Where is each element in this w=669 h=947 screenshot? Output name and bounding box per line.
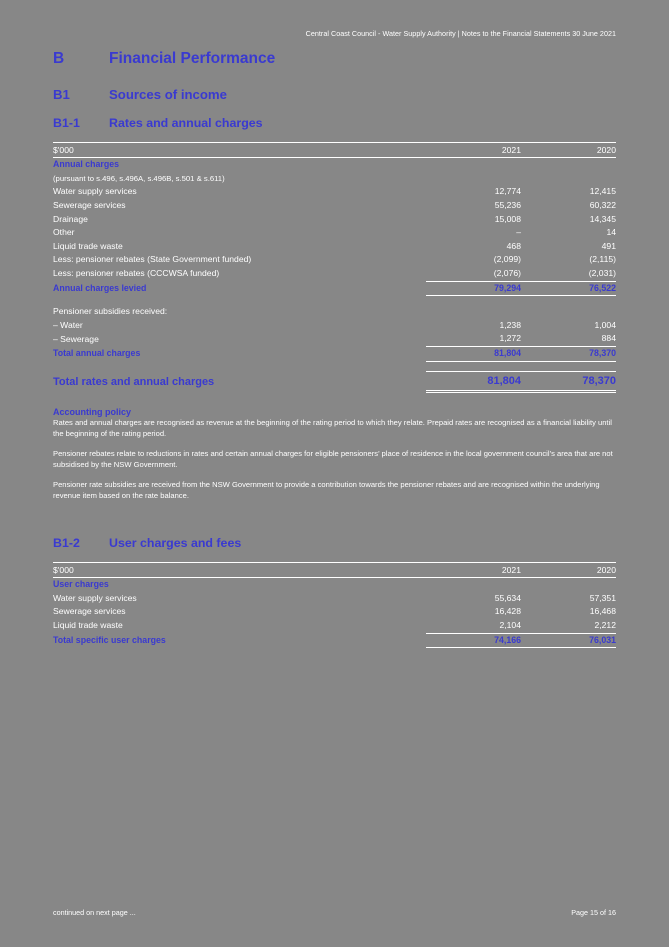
column-header-2021: 2021 [426, 563, 521, 578]
heading-section-b-title: Financial Performance [109, 50, 276, 67]
row-value-2021 [426, 158, 521, 172]
row-value-2020: (2,031) [588, 267, 616, 278]
row-value-2021: 74,166 [426, 633, 521, 648]
row-label: Water supply services [53, 186, 137, 197]
row-value-2020: 1,004 [594, 319, 616, 330]
row-value-2021: – [516, 227, 521, 238]
row-value-2021: 468 [506, 240, 521, 251]
row-label [53, 296, 426, 306]
row-value-2020: 16,468 [589, 606, 616, 617]
table-body [53, 578, 616, 648]
row-label: Pensioner subsidies received: [53, 306, 168, 317]
row-label: – Water [53, 319, 83, 330]
row-label [53, 361, 426, 371]
table-row [53, 213, 616, 227]
row-value-2021: 81,804 [426, 346, 521, 361]
row-label: Less: pensioner rebates (CCCWSA funded) [53, 268, 220, 279]
row-value-2020 [521, 296, 616, 306]
heading-section-b1 [53, 88, 616, 103]
table-row [53, 305, 616, 319]
row-value-2021 [426, 305, 521, 319]
heading-section-b1-1 [53, 117, 616, 131]
table-row [53, 172, 616, 186]
table-row [53, 332, 616, 346]
user-charges-and-fees-table [53, 562, 616, 648]
row-value-2021 [426, 578, 521, 592]
heading-section-b-number: B [53, 50, 65, 67]
spacer [53, 130, 616, 142]
table-row [53, 267, 616, 281]
heading-section-b1-1-title: Rates and annual charges [109, 115, 263, 130]
row-label: Total rates and annual charges [53, 376, 215, 389]
heading-section-b1-2-title: User charges and fees [109, 535, 242, 550]
row-value-2020: 78,370 [521, 346, 616, 361]
row-label: – Sewerage [53, 333, 99, 344]
row-label: Other [53, 227, 75, 238]
row-value-2021 [426, 172, 521, 186]
row-label: Annual charges [53, 159, 119, 170]
row-value-2020 [521, 172, 616, 186]
accounting-policy-paragraph: Rates and annual charges are recognised as revenue at the beginning of the rating period to which they relate. Prepaid rates are recognised as a financial liability until the beginning of the rating period. [53, 417, 612, 438]
accounting-policy-paragraph: Pensioner rebates relate to reductions in rates and certain annual charges for eligible pensioners’ place of residence in the local government council’s area that are not subsidised by the NSW Government. [53, 448, 613, 469]
row-value-2020: 491 [601, 240, 616, 251]
table-spacer-row [53, 361, 616, 371]
row-label: User charges [53, 579, 109, 590]
row-label: Liquid trade waste [53, 240, 123, 251]
column-header-2021: 2021 [426, 143, 521, 158]
heading-section-b1-2 [53, 537, 616, 551]
row-value-2021 [426, 296, 521, 306]
table-spacer-row [53, 296, 616, 306]
table-header-row [53, 143, 616, 158]
row-value-2021: (2,076) [493, 267, 521, 278]
table-row [53, 199, 616, 213]
row-label: (pursuant to s.496, s.496A, s.496B, s.501 & s.611) [53, 173, 225, 183]
row-label: Annual charges levied [53, 283, 147, 294]
row-value-2020 [521, 158, 616, 172]
heading-section-b1-title: Sources of income [109, 87, 227, 103]
table-row [53, 253, 616, 267]
heading-section-b1-1-number: B1-1 [53, 115, 80, 130]
row-value-2021: 2,104 [499, 619, 521, 630]
table-row [53, 185, 616, 199]
row-value-2020: 57,351 [589, 592, 616, 603]
table-row [53, 371, 616, 391]
document-content [53, 50, 616, 648]
column-header-unit: $'000 [53, 563, 426, 578]
heading-section-b [53, 50, 616, 67]
row-value-2020 [521, 578, 616, 592]
row-value-2020: 78,370 [521, 371, 616, 391]
row-label: Sewerage services [53, 199, 126, 210]
row-label: Total annual charges [53, 348, 141, 359]
heading-section-b1-number: B1 [53, 87, 70, 103]
row-label: Water supply services [53, 592, 137, 603]
spacer [53, 550, 616, 562]
table-head [53, 143, 616, 158]
spacer [53, 393, 616, 407]
table-row [53, 281, 616, 296]
table-row [53, 578, 616, 592]
row-value-2021: 79,294 [426, 281, 521, 296]
row-value-2020: 76,031 [521, 633, 616, 648]
accounting-policy-body [53, 417, 616, 501]
row-value-2021: 15,008 [494, 213, 521, 224]
row-value-2021: 12,774 [494, 186, 521, 197]
heading-section-b1-2-number: B1-2 [53, 535, 80, 550]
accounting-policy-title: Accounting policy [53, 406, 132, 417]
row-value-2020: 14 [606, 227, 616, 238]
table-row [53, 240, 616, 254]
row-value-2020: 14,345 [589, 213, 616, 224]
document-header: Central Coast Council - Water Supply Authority | Notes to the Financial Statements 30 June 2021 [305, 29, 616, 38]
row-value-2020 [521, 361, 616, 371]
spacer [53, 501, 616, 537]
accounting-policy-paragraph: Pensioner rate subsidies are received from the NSW Government to provide a contribution towards the pensioner rebates and are recognised within the underlying revenue item based on the rate balance. [53, 479, 600, 500]
table-row [53, 346, 616, 361]
row-label: Less: pensioner rebates (State Government funded) [53, 254, 252, 265]
footer-continued-note: continued on next page ... [53, 908, 136, 917]
table-head [53, 563, 616, 578]
row-value-2020: 2,212 [594, 619, 616, 630]
row-value-2020: (2,115) [589, 254, 616, 265]
table-row [53, 319, 616, 333]
rates-and-annual-charges-table [53, 142, 616, 392]
column-header-2020: 2020 [521, 563, 616, 578]
table-row [53, 605, 616, 619]
row-value-2020: 60,322 [589, 199, 616, 210]
page-footer [53, 908, 616, 917]
row-value-2021: 16,428 [494, 606, 521, 617]
row-value-2020: 76,522 [521, 281, 616, 296]
row-label: Drainage [53, 213, 88, 224]
row-value-2021: 1,272 [499, 333, 521, 344]
row-label: Liquid trade waste [53, 620, 123, 631]
table-row [53, 592, 616, 606]
table-header-row [53, 563, 616, 578]
table-row [53, 619, 616, 633]
row-value-2020: 12,415 [589, 186, 616, 197]
row-value-2021: (2,099) [493, 254, 521, 265]
row-value-2020: 884 [601, 333, 616, 344]
row-value-2021: 1,238 [499, 319, 521, 330]
column-header-2020: 2020 [521, 143, 616, 158]
row-value-2021: 81,804 [426, 371, 521, 391]
table-row [53, 633, 616, 648]
row-value-2021: 55,236 [494, 199, 521, 210]
column-header-unit: $'000 [53, 143, 426, 158]
row-value-2021: 55,634 [494, 592, 521, 603]
table-body [53, 158, 616, 391]
footer-page-number: Page 15 of 16 [571, 908, 616, 917]
table-row [53, 226, 616, 240]
spacer [53, 67, 616, 88]
spacer [53, 103, 616, 117]
row-label: Sewerage services [53, 606, 126, 617]
row-value-2021 [426, 361, 521, 371]
row-label: Total specific user charges [53, 635, 166, 646]
table-row [53, 158, 616, 172]
row-value-2020 [521, 305, 616, 319]
